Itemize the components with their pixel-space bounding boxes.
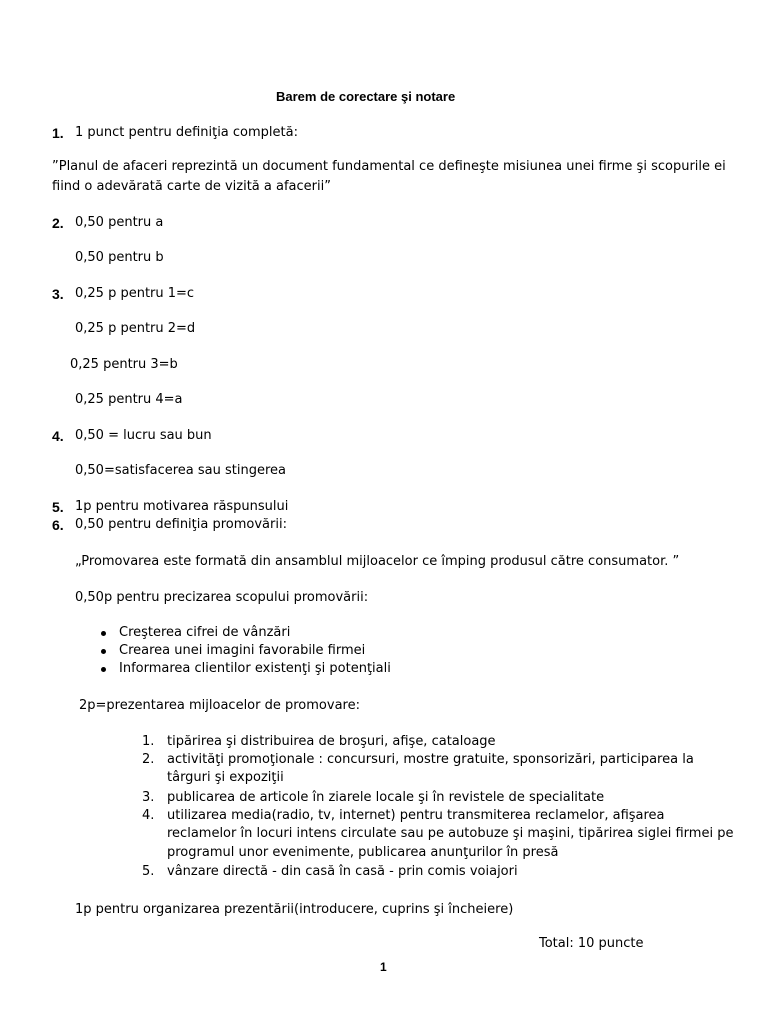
bullet-icon [101,667,106,672]
list-number-2: 2. [142,752,155,767]
list-item-4-line3: programul unor evenimente, publicarea anunţurilor în presă [167,845,559,860]
page-title: Barem de corectare şi notare [276,89,456,104]
q1-quote-line2: fiind o adevărată carte de vizită a afacerii” [52,179,331,194]
bullet-icon [101,631,106,636]
list-item-2-line2: târguri şi expoziţii [167,770,284,785]
q1-quote-line1: ”Planul de afaceri reprezintă un document fundamental ce defineşte misiunea unei firme şi scopurile ei [52,159,726,174]
list-item-2-line1: activităţi promoţionale : concursuri, mostre gratuite, sponsorizări, participarea la [167,752,694,767]
list-item-1-line1: tipărirea şi distribuirea de broşuri, afişe, cataloage [167,734,496,749]
list-number-1: 1. [142,734,155,749]
list-item-4-line2: reclamelor în locuri intens circulate sau pe autobuze şi maşini, tipărirea siglei firmei pe [167,826,734,841]
list-number-4: 4. [142,808,155,823]
bullet-item-2: Crearea unei imagini favorabile firmei [119,643,366,658]
list-item-4-line1: utilizarea media(radio, tv, internet) pentru transmiterea reclamelor, afişarea [167,808,665,823]
list-item-5-line1: vânzare directă - din casă în casă - prin comis voiajori [167,864,518,879]
q6-number: 6. [52,517,64,533]
q3-number: 3. [52,286,64,302]
q6-purpose: 0,50p pentru precizarea scopului promovării: [75,590,369,605]
list-number-5: 5. [142,864,155,879]
q3-line4: 0,25 pentru 4=a [75,392,183,407]
q1-text: 1 punct pentru definiţia completă: [75,125,298,140]
q5-text: 1p pentru motivarea răspunsului [75,499,289,514]
q5-number: 5. [52,499,64,515]
q6-text: 0,50 pentru definiţia promovării: [75,517,287,532]
q2-number: 2. [52,215,64,231]
q4-number: 4. [52,428,64,444]
q3-line3: 0,25 pentru 3=b [70,357,178,372]
q3-line1: 0,25 p pentru 1=c [75,286,195,301]
bullet-icon [101,649,106,654]
q4-line2: 0,50=satisfacerea sau stingerea [75,463,287,478]
q2-line1: 0,50 pentru a [75,215,164,230]
bullet-item-3: Informarea clientilor existenţi şi potenţiali [119,661,391,676]
page-number: 1 [380,960,387,974]
q6-quote: „Promovarea este formată din ansamblul mijloacelor ce împing produsul către consumator. ” [75,554,680,569]
q3-line2: 0,25 p pentru 2=d [75,321,196,336]
bullet-item-1: Creşterea cifrei de vânzări [119,625,291,640]
list-item-3-line1: publicarea de articole în ziarele locale şi în revistele de specialitate [167,790,605,805]
list-number-3: 3. [142,790,155,805]
q4-line1: 0,50 = lucru sau bun [75,428,212,443]
q1-number: 1. [52,125,64,141]
total-points: Total: 10 puncte [539,936,644,951]
q2-line2: 0,50 pentru b [75,250,164,265]
q6-means: 2p=prezentarea mijloacelor de promovare: [79,698,360,713]
q6-organization: 1p pentru organizarea prezentării(introducere, cuprins şi încheiere) [75,902,514,917]
